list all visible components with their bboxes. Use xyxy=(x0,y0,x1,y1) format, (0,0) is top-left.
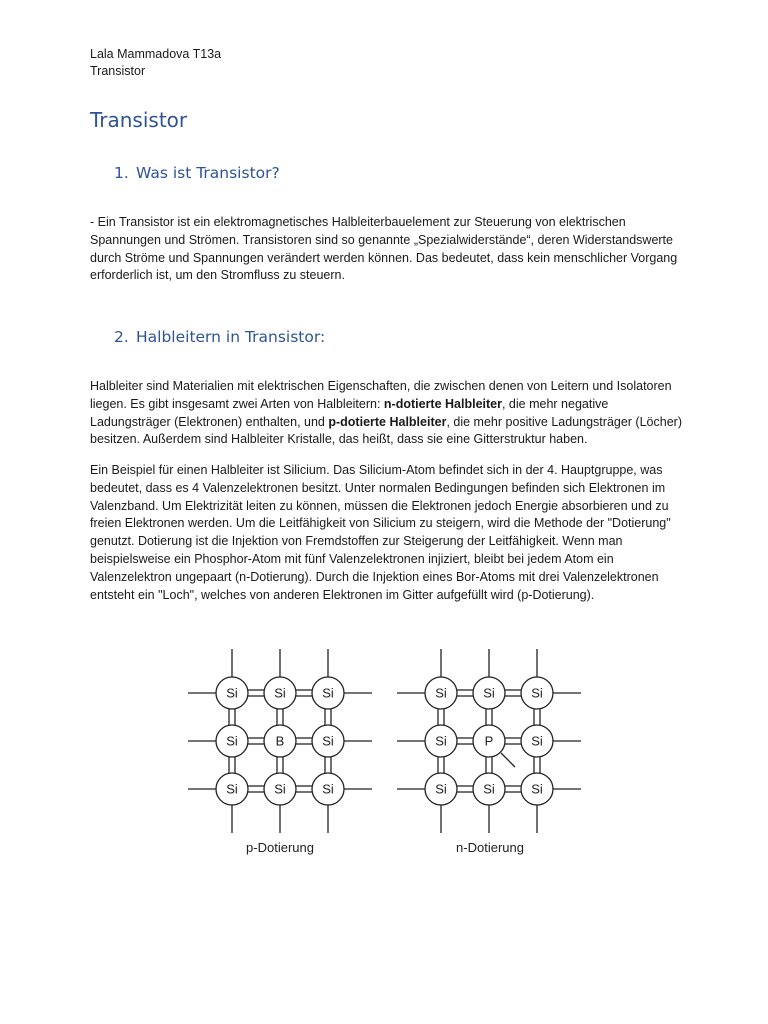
p-lattice-atom-label-0: Si xyxy=(226,685,238,701)
n-lattice-atom-label-2: Si xyxy=(531,685,543,701)
p-doping-caption: p-Dotierung xyxy=(246,840,314,855)
section-1-heading-text: Was ist Transistor? xyxy=(136,164,280,182)
n-lattice-atom-label-0: Si xyxy=(435,685,447,701)
document-title: Transistor xyxy=(90,108,188,132)
p1-bold-p-doped: p-dotierte Halbleiter xyxy=(328,414,447,429)
section-2-heading-text: Halbleitern in Transistor: xyxy=(136,328,326,346)
p-lattice-atom-label-5: Si xyxy=(322,733,334,749)
n-doping-lattice xyxy=(397,649,581,833)
p-lattice-atom-label-6: Si xyxy=(226,781,238,797)
p-lattice-atom-label-2: Si xyxy=(322,685,334,701)
p-lattice-atom-label-8: Si xyxy=(322,781,334,797)
n-lattice-atom-label-5: Si xyxy=(531,733,543,749)
p-lattice-atom-label-7: Si xyxy=(274,781,286,797)
section-2-heading xyxy=(114,328,325,346)
p-lattice-atom-label-3: Si xyxy=(226,733,238,749)
document-page xyxy=(90,46,682,602)
section-1-heading xyxy=(114,164,280,182)
n-lattice-atom-label-4: P xyxy=(484,733,494,749)
subject-line: Transistor xyxy=(90,64,146,78)
section-1-paragraph: - Ein Transistor ist ein elektromagnetisches Halbleiterbauelement zur Steuerung von elektrischen Spannungen und Strömen. Transistoren sind so genannte „Spezialwiderstände“, deren Widerstandswerte durch Ströme und Spannungen verändert werden können. Das bedeutet, dass kein menschlicher Vorgang erforderlich ist, um den Stromfluss zu steuern. xyxy=(90,215,678,283)
n-lattice-atom-label-3: Si xyxy=(435,733,447,749)
p1-text-d: , die mehr positive Ladungsträger (Löcher) besitzen. Außerdem sind Halbleiter Kristalle, das heißt, dass sie eine Gitterstruktur haben. xyxy=(90,414,682,447)
author-line: Lala Mammadova T13a xyxy=(90,47,222,61)
section-2-paragraph-1 xyxy=(90,378,682,449)
n-lattice-atom-label-8: Si xyxy=(531,781,543,797)
n-lattice-free-electron-mark xyxy=(501,753,515,767)
n-lattice-atom-label-6: Si xyxy=(435,781,447,797)
p1-bold-n-doped: n-dotierte Halbleiter xyxy=(383,396,502,411)
n-lattice-atom-label-1: Si xyxy=(483,685,495,701)
p1-text-a: Halbleiter sind Materialien mit elektrischen Eigenschaften, die zwischen denen von Leitern und Isolatoren liegen. Es gibt insgesamt zwei Arten von Halbleitern: xyxy=(90,379,672,411)
p-lattice-atom-label-4: B xyxy=(275,733,285,749)
section-1-number: 1. xyxy=(114,164,129,182)
section-2-paragraph-2: Ein Beispiel für einen Halbleiter ist Silicium. Das Silicium-Atom befindet sich in der 4. Hauptgruppe, was bedeutet, dass es 4 Valenzelektronen besitzt. Unter normalen Bedingungen befinden sich Elektronen im Valenzband. Um Elektrizität leiten zu können, müssen die Elektronen jedoch Energie absorbieren und zu freien Elektronen werden. Um die Leitfähigkeit von Silicium zu steigern, wird die Methode der "Dotierung" genutzt. Dotierung ist die Injektion von Fremdstoffen zur Steigerung der Leitfähigkeit. Wenn man beispielsweise ein Phosphor-Atom mit fünf Valenzelektronen injiziert, bleibt bei jedem Atom ein Valenzelektron ungepaart (n-Dotierung). Durch die Injektion eines Bor-Atoms mit drei Valenzelektronen entsteht ein "Loch", welches von anderen Elektronen im Gitter aufgefüllt wird (p-Dotierung). xyxy=(90,463,671,602)
p1-text-c: , die mehr negative Ladungsträger (Elektronen) enthalten, und xyxy=(90,396,609,429)
n-lattice-atom-label-7: Si xyxy=(483,781,495,797)
n-doping-caption: n-Dotierung xyxy=(456,840,524,855)
p-lattice-atom-label-1: Si xyxy=(274,685,286,701)
section-2-number: 2. xyxy=(114,328,129,346)
p-doping-lattice xyxy=(188,649,372,833)
doping-lattice-figure xyxy=(0,640,768,880)
